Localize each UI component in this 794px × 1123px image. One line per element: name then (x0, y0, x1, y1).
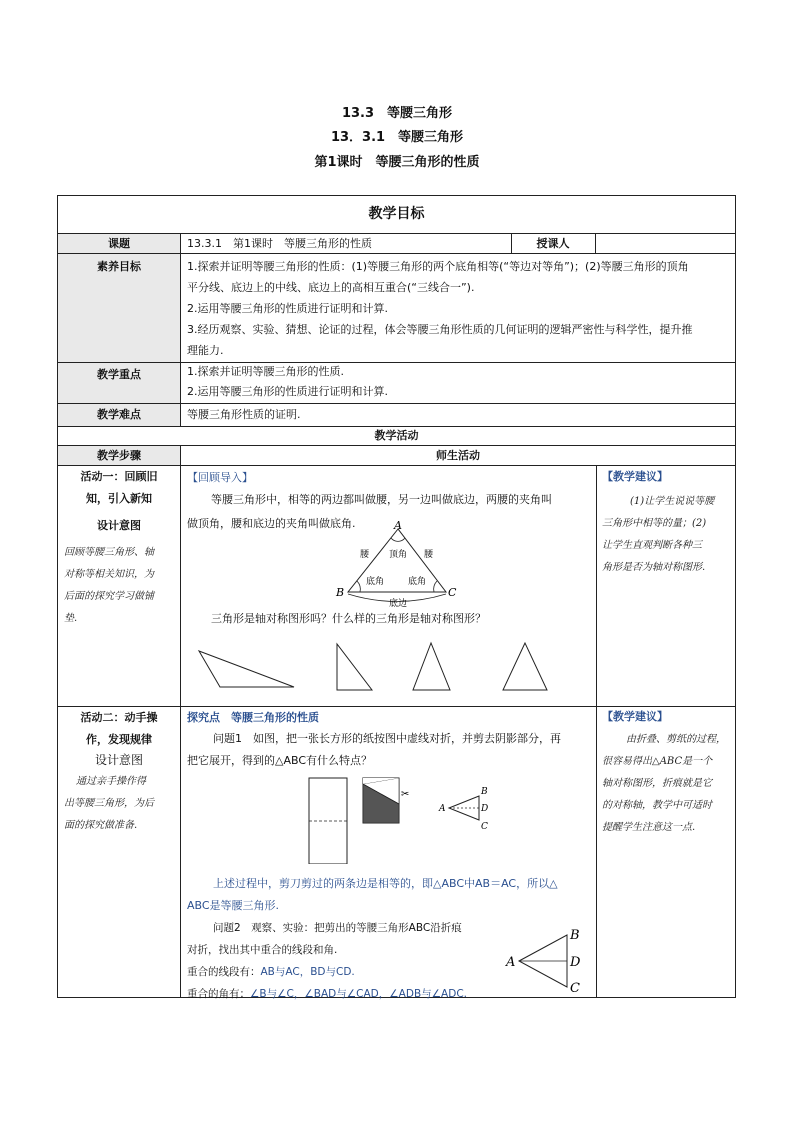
label-base-angle-left: 底角 (366, 577, 385, 587)
fig1-label-a: A (439, 804, 446, 814)
angles-label: 重合的角有： (187, 988, 250, 1000)
activity1-title-line: 活动一：回顾旧 (80, 470, 158, 483)
topic-value: 13.3.1 第1课时 等腰三角形的性质 (187, 237, 372, 250)
activity2-design-line: 出等腰三角形，为后 (64, 798, 154, 809)
activity1-title (58, 466, 180, 510)
activity1-suggest-line: 三角形中相等的量；(2) (602, 518, 707, 529)
activity1-question: 三角形是轴对称图形吗？什么样的三角形是轴对称图形？ (211, 612, 486, 625)
activity2-q2 (187, 917, 517, 961)
activity1-suggest-title: 【教学建议】 (602, 470, 668, 483)
activity1-design-line: 回顾等腰三角形、轴 (64, 547, 154, 558)
activity1-suggest-line: (1)让学生说说等腰 (630, 496, 715, 507)
topic-label: 课题 (58, 234, 180, 253)
segments-label: 重合的线段有： (187, 966, 261, 978)
col-steps-header: 教学步骤 (58, 446, 180, 465)
label-a: A (394, 521, 402, 532)
label-leg-right: 腰 (424, 550, 434, 560)
isosceles-triangle-figure (333, 521, 463, 609)
activity2-suggest-line: 轴对称图形，折痕就是它 (602, 778, 712, 789)
fold-triangle-figure (503, 924, 588, 994)
goal-line: 1.探索并证明等腰三角形的性质：(1)等腰三角形的两个底角相等(“等边对等角”)；(2)等腰三角形的顶角 (187, 260, 689, 273)
activity2-design-label: 设计意图 (94, 753, 143, 767)
activity2-suggest-line: 的对称轴，教学中可适时 (602, 800, 712, 811)
segments-value: AB与AC，BD与CD. (260, 966, 355, 978)
difficult-label: 教学难点 (58, 404, 180, 426)
activity2-design-line: 面的探究做准备. (64, 820, 138, 831)
fig2-label-a: A (506, 955, 516, 970)
activity1-design-label: 设计意图 (97, 519, 141, 532)
label-b: B (336, 586, 345, 599)
fig2-label-c: C (570, 981, 580, 994)
key-label: 教学重点 (58, 363, 180, 403)
angles-value: ∠B与∠C，∠BAD与∠CAD，∠ADB与∠ADC. (250, 988, 467, 1000)
goals-text (187, 256, 733, 361)
label-leg-left: 腰 (360, 550, 370, 560)
activity1-section-title: 【回顾导入】 (187, 471, 253, 484)
label-base: 底边 (389, 599, 408, 609)
activity2-design-line: 通过亲手操作得 (76, 776, 146, 787)
scissors-icon: ✂ (401, 789, 410, 800)
activity2-suggest-text (602, 727, 732, 839)
activity2-conclusion-line: ABC是等腰三角形. (187, 899, 280, 912)
activity2-q1-line: 把它展开，得到的△ABC有什么特点？ (187, 754, 373, 767)
label-c: C (448, 586, 457, 599)
goal-line: 3.经历观察、实验、猜想、论证的过程，体会等腰三角形性质的几何证明的逻辑严密性与科学性，提升推 (187, 323, 693, 336)
activity2-design-text (58, 771, 180, 837)
activity1-suggest-text (602, 487, 732, 579)
goal-line: 平分线、底边上的中线、底边上的高相互重合(“三线合一”). (187, 281, 475, 294)
heading-lesson: 第1课时 等腰三角形的性质 (314, 155, 480, 170)
col-activity-header: 师生活动 (436, 449, 480, 462)
activity2-suggestion (602, 707, 732, 839)
activity1-body-line: 等腰三角形中，相等的两边都叫做腰，另一边叫做底边，两腰的夹角叫 (211, 493, 552, 506)
teacher-label: 授课人 (536, 237, 570, 250)
acute-triangle (413, 643, 450, 690)
activity2-q1-line: 问题1 如图，把一张长方形的纸按图中虚线对折，并剪去阴影部分，再 (213, 732, 561, 745)
activity2-q1 (187, 728, 592, 772)
activity1-title-line: 知，引入新知 (86, 492, 152, 505)
activity2-conclusion-line: 上述过程中，剪刀剪过的两条边是相等的，即△ABC中AB＝AC，所以△ (213, 877, 558, 890)
activity2-suggest-line: 很容易得出△ABC是一个 (602, 756, 713, 767)
fig1-label-d: D (481, 804, 489, 814)
lesson-plan-table (57, 195, 736, 998)
triangle-examples (194, 636, 554, 696)
paper-fold-figure (303, 774, 513, 864)
heading-subsection: 13．3.1 等腰三角形 (330, 130, 464, 145)
key-line: 2.运用等腰三角形的性质进行证明和计算. (187, 385, 388, 398)
goals-label: 素养目标 (58, 254, 180, 362)
heading-section: 13.3 等腰三角形 (341, 106, 453, 121)
goal-line: 2.运用等腰三角形的性质进行证明和计算. (187, 302, 388, 315)
key-line: 1.探索并证明等腰三角形的性质. (187, 365, 344, 378)
activity1-steps (58, 466, 180, 706)
goal-line: 理能力. (187, 344, 224, 357)
fig1-label-c: C (481, 822, 488, 832)
label-base-angle-right: 底角 (408, 577, 427, 587)
scalene-obtuse-triangle (199, 651, 294, 687)
activity1-suggest-line: 角形是否为轴对称图形. (602, 562, 706, 573)
activity2-title-line: 活动二：动手操 (80, 711, 158, 724)
isosceles-triangle (503, 643, 547, 690)
activity1-body-line: 做顶角，腰和底边的夹角叫做底角. (187, 517, 356, 530)
activity2-content (187, 707, 592, 772)
activity1-design-line: 垫. (64, 613, 78, 624)
activity1-design-line: 后面的探究学习做铺 (64, 591, 154, 602)
activity1-suggestion (602, 467, 732, 579)
activity2-title (58, 707, 180, 751)
label-vertex-angle: 顶角 (389, 550, 408, 560)
key-text (187, 362, 733, 402)
activities-title: 教学活动 (374, 429, 419, 442)
activity2-steps (58, 707, 180, 997)
activity2-suggest-line: 提醒学生注意这一点. (602, 822, 696, 833)
fig1-label-b: B (481, 787, 488, 797)
activity2-q2-line: 问题2 观察、实验：把剪出的等腰三角形ABC沿折痕 (213, 922, 462, 934)
activity2-suggest-line: 由折叠、剪纸的过程， (626, 734, 726, 745)
activity1-design-text (58, 542, 180, 630)
difficult-value: 等腰三角形性质的证明. (187, 408, 301, 421)
fig2-label-d: D (570, 955, 581, 970)
fig2-label-b: B (570, 928, 580, 943)
teacher-value (600, 234, 730, 253)
activity2-section-title: 探究点 等腰三角形的性质 (187, 711, 319, 724)
table-title: 教学目标 (368, 206, 425, 222)
activity1-suggest-line: 让学生直观判断各种三 (602, 540, 702, 551)
right-triangle (337, 644, 372, 690)
activity2-title-line: 作，发现规律 (86, 733, 152, 746)
activity2-conclusion (187, 873, 592, 917)
activity2-q2-line: 对折，找出其中重合的线段和角. (187, 944, 338, 956)
activity2-suggest-title: 【教学建议】 (602, 710, 668, 723)
activity1-design-line: 对称等相关知识，为 (64, 569, 154, 580)
